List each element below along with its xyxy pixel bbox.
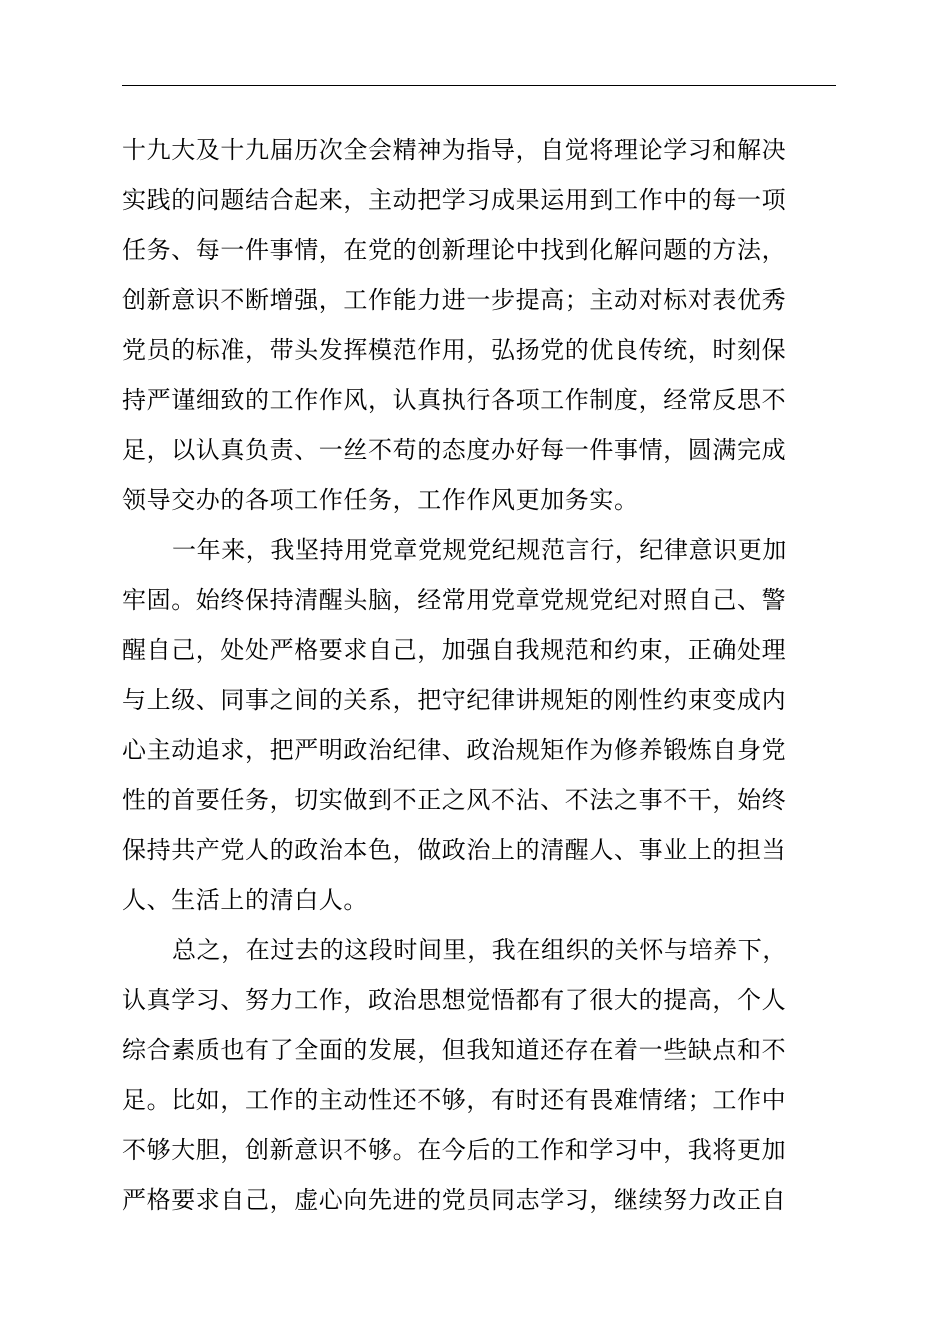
text-line: 足，以认真负责、一丝不苟的态度办好每一件事情，圆满完成	[122, 436, 787, 464]
text-line: 心主动追求，把严明政治纪律、政治规矩作为修养锻炼自身党	[122, 736, 787, 764]
text-line: 综合素质也有了全面的发展，但我知道还存在着一些缺点和不	[122, 1036, 787, 1064]
text-line: 十九大及十九届历次全会精神为指导，自觉将理论学习和解决	[122, 136, 787, 164]
text-line: 认真学习、努力工作，政治思想觉悟都有了很大的提高，个人	[122, 986, 787, 1014]
text-line: 领导交办的各项工作任务，工作作风更加务实。	[122, 486, 639, 514]
paragraph-start-line: 一年来，我坚持用党章党规党纪规范言行，纪律意识更加	[172, 536, 787, 564]
text-line: 保持共产党人的政治本色，做政治上的清醒人、事业上的担当	[122, 836, 787, 864]
paragraph-start-line: 总之，在过去的这段时间里，我在组织的关怀与培养下，	[172, 936, 787, 964]
text-line: 创新意识不断增强，工作能力进一步提高；主动对标对表优秀	[122, 286, 787, 314]
text-line: 足。比如，工作的主动性还不够，有时还有畏难情绪；工作中	[122, 1086, 787, 1114]
header-rule	[122, 85, 836, 86]
text-line: 性的首要任务，切实做到不正之风不沾、不法之事不干，始终	[122, 786, 787, 814]
text-line: 醒自己，处处严格要求自己，加强自我规范和约束，正确处理	[122, 636, 787, 664]
text-line: 牢固。始终保持清醒头脑，经常用党章党规党纪对照自己、警	[122, 586, 787, 614]
text-line: 党员的标准，带头发挥模范作用，弘扬党的优良传统，时刻保	[122, 336, 787, 364]
text-line: 持严谨细致的工作作风，认真执行各项工作制度，经常反思不	[122, 386, 787, 414]
text-line: 任务、每一件事情，在党的创新理论中找到化解问题的方法，	[122, 236, 787, 264]
text-line: 实践的问题结合起来，主动把学习成果运用到工作中的每一项	[122, 186, 787, 214]
text-line: 严格要求自己，虚心向先进的党员同志学习，继续努力改正自	[122, 1186, 787, 1214]
document-body	[122, 125, 836, 1225]
text-line: 与上级、同事之间的关系，把守纪律讲规矩的刚性约束变成内	[122, 686, 787, 714]
text-line: 人、生活上的清白人。	[122, 886, 368, 914]
text-line: 不够大胆，创新意识不够。在今后的工作和学习中，我将更加	[122, 1136, 787, 1164]
